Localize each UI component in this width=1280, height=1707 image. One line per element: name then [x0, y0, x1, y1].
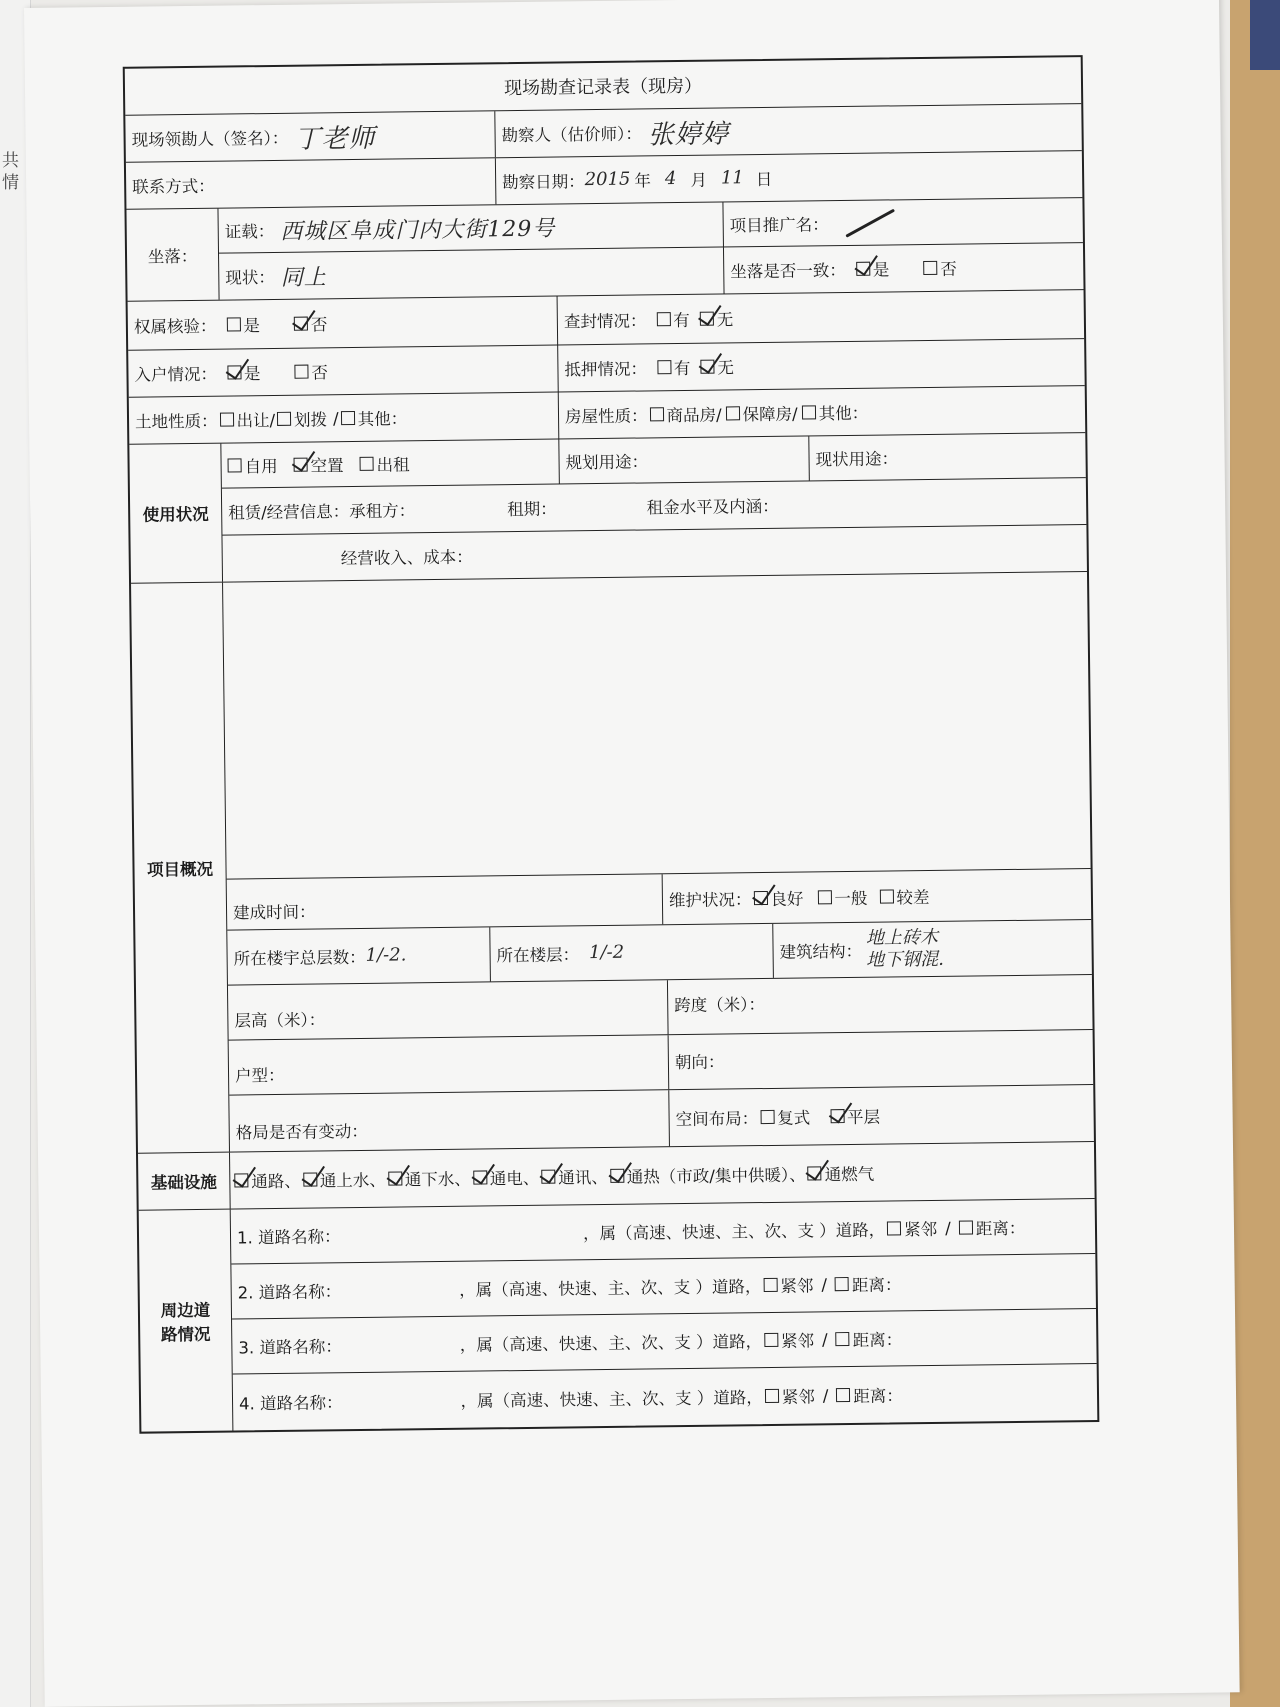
infra-cell: [230, 1142, 1095, 1209]
ownership-label: 权属核验：: [133, 316, 217, 337]
mortgage-have-label: 有: [673, 358, 691, 379]
usage-label: 使用状况: [129, 444, 223, 583]
location-inner: [218, 198, 1083, 300]
infra-power-label: 通电、: [489, 1168, 540, 1189]
survey-form-table: [123, 55, 1100, 1434]
entry-yes-label: 是: [243, 364, 261, 384]
cert-cell: [218, 202, 723, 252]
planned-use-cell: [559, 436, 810, 483]
floor-label: 所在楼层：: [496, 945, 580, 966]
infra-road-label: 通路、: [251, 1171, 301, 1192]
road-adjacent-label: 紧邻: [780, 1276, 814, 1296]
surveyor-label: 勘察人（估价师）：: [501, 124, 642, 146]
seal-have-checkbox[interactable]: [656, 312, 670, 326]
cert-label: 证载：: [224, 221, 275, 242]
land-allocate-checkbox[interactable]: [277, 412, 291, 426]
use-self-checkbox[interactable]: [228, 458, 242, 472]
orientation-cell: [669, 1030, 1094, 1089]
road-type-text: ，属（高速、快速、主、次、支 ）道路，: [459, 1277, 762, 1300]
maint-poor-checkbox[interactable]: [879, 889, 893, 903]
location-row: [126, 198, 1083, 302]
space-duplex-checkbox[interactable]: [760, 1110, 774, 1124]
current-use-cell: [809, 433, 1086, 480]
infra-gas-checkbox[interactable]: [808, 1166, 822, 1180]
road-cell: [231, 1254, 1096, 1319]
road-slash: /: [821, 1274, 828, 1294]
consistent-cell: [724, 243, 1084, 293]
status-label: 现状：: [225, 267, 275, 288]
maint-normal-checkbox[interactable]: [817, 890, 831, 904]
date-year: 2015: [584, 168, 631, 191]
road-adjacent-checkbox[interactable]: [765, 1389, 779, 1403]
space-label: 空间布局：: [675, 1109, 759, 1130]
surveyor-cell: [495, 104, 1082, 157]
roads-label: 周边道路情况: [139, 1210, 234, 1432]
ownership-no-label: 否: [310, 315, 328, 335]
status-value: 同上: [280, 264, 327, 291]
layout-change-cell: [229, 1090, 670, 1151]
road-adjacent-label: 紧邻: [780, 1331, 815, 1351]
unit-type-label: 户型：: [234, 1065, 285, 1086]
leader-label: 现场领勘人（签名）：: [131, 128, 289, 150]
land-allocate-label: 划拨: [294, 410, 328, 430]
consistent-no-label: 否: [940, 259, 957, 279]
rent-label: 租金水平及内涵：: [646, 496, 779, 518]
height-label: 层高（米）：: [234, 1010, 326, 1031]
space-duplex-label: 复式: [777, 1108, 811, 1128]
house-other-checkbox[interactable]: [802, 405, 816, 419]
status-cell: [219, 247, 725, 299]
project-name-cell: [723, 198, 1083, 246]
current-use-label: 现状用途：: [815, 449, 899, 470]
overview-row: [131, 572, 1094, 1154]
road-distance-checkbox[interactable]: [836, 1332, 850, 1346]
ownership-yes-checkbox[interactable]: [226, 317, 240, 331]
mortgage-none-label: 无: [717, 358, 735, 378]
infra-heat-checkbox[interactable]: [610, 1169, 624, 1183]
surveyor-signature: 张婷婷: [647, 118, 730, 150]
house-commercial-label: 商品房/: [666, 405, 722, 426]
road-row: [233, 1364, 1098, 1431]
land-other-label: 其他：: [357, 409, 408, 429]
usage-row: [129, 433, 1087, 584]
roads-row: [139, 1199, 1098, 1432]
land-slash: /: [332, 408, 339, 428]
use-vacant-label: 空置: [310, 456, 344, 476]
land-sale-checkbox[interactable]: [219, 412, 233, 426]
mortgage-none-checkbox[interactable]: [700, 360, 714, 374]
infra-heat-label: 通热（市政/集中供暖）、: [626, 1165, 806, 1187]
road-type-text: ，属（高速、快速、主、次、支 ）道路，: [460, 1388, 763, 1411]
infra-water-label: 通上水、: [319, 1170, 386, 1191]
total-floors-label: 所在楼宇总层数：: [233, 947, 366, 969]
road-distance-checkbox[interactable]: [959, 1221, 973, 1235]
road-cell: [233, 1364, 1098, 1431]
leader-signature: 丁老师: [294, 123, 376, 155]
maint-good-checkbox[interactable]: [753, 891, 767, 905]
contact-cell: [126, 158, 497, 209]
road-adjacent-checkbox[interactable]: [764, 1333, 778, 1347]
road-adjacent-label: 紧邻: [781, 1387, 815, 1407]
house-label: 房屋性质：: [564, 406, 648, 427]
contact-label: 联系方式：: [132, 176, 215, 197]
road-name-label: 1. 道路名称：: [236, 1227, 341, 1248]
house-affordable-checkbox[interactable]: [725, 406, 739, 420]
use-rent-checkbox[interactable]: [360, 457, 374, 471]
location-label: 坐落：: [126, 209, 219, 301]
usage-inner: [221, 433, 1087, 582]
lease-term-label: 租期：: [507, 499, 557, 520]
seal-none-checkbox[interactable]: [700, 312, 714, 326]
entry-yes-checkbox[interactable]: [227, 365, 241, 379]
maint-good-label: 良好: [770, 889, 804, 909]
infra-drain-label: 通下水、: [404, 1169, 471, 1190]
date-day-unit: 日: [755, 169, 773, 190]
land-sale-label: 出让/: [236, 410, 276, 431]
dash-mark: [845, 208, 895, 237]
leader-cell: [125, 111, 496, 162]
total-floors-cell: [227, 927, 491, 984]
floor-cell: [490, 924, 774, 981]
span-cell: [668, 975, 1093, 1034]
road-name-label: 2. 道路名称：: [237, 1282, 342, 1303]
road-type-text: ，属（高速、快速、主、次、支 ）道路，: [459, 1332, 763, 1355]
income-label: 经营收入、成本：: [340, 547, 473, 569]
infra-water-checkbox[interactable]: [303, 1173, 317, 1187]
use-vacant-checkbox[interactable]: [294, 458, 308, 472]
date-month: 4: [664, 168, 677, 190]
overview-label: 项目概况: [131, 583, 230, 1153]
overview-blank-area: [223, 572, 1091, 880]
seal-none-label: 无: [716, 310, 734, 330]
house-commercial-checkbox[interactable]: [649, 407, 663, 421]
use-self-label: 自用: [244, 456, 278, 477]
entry-cell: [128, 345, 559, 396]
date-month-unit: 月: [690, 170, 708, 190]
structure-cell: [773, 920, 1092, 978]
infra-gas-label: 通燃气: [824, 1164, 875, 1185]
mortgage-have-checkbox[interactable]: [657, 360, 671, 374]
orientation-label: 朝向：: [674, 1052, 725, 1073]
road-type-text: ，属（高速、快速、主、次、支 ）道路，: [582, 1220, 886, 1244]
house-affordable-label: 保障房/: [742, 404, 798, 425]
land-other-checkbox[interactable]: [341, 411, 355, 425]
ownership-yes-label: 是: [243, 316, 261, 336]
house-cell: [559, 386, 1086, 438]
blue-object: [1250, 0, 1280, 70]
edge-text: 共 情: [2, 151, 19, 193]
maint-poor-label: 较差: [896, 888, 930, 908]
maintenance-cell: [663, 869, 1092, 924]
road-distance-label: 距离：: [851, 1275, 902, 1295]
structure-label: 建筑结构：: [779, 941, 863, 962]
maint-normal-label: 一般: [834, 888, 868, 909]
seal-have-label: 有: [673, 310, 690, 331]
road-name-label: 4. 道路名称：: [238, 1393, 343, 1414]
project-name-label: 项目推广名：: [729, 215, 829, 236]
consistent-label: 坐落是否一致：: [730, 260, 846, 282]
maintenance-label: 维护状况：: [668, 890, 752, 911]
desk-background: [1230, 0, 1280, 1707]
road-distance-label: 距离：: [853, 1386, 903, 1406]
form-title: 现场勘查记录表（现房）: [503, 75, 703, 100]
layout-row: [229, 1085, 1094, 1152]
road-cell: [231, 1199, 1096, 1264]
road-distance-checkbox[interactable]: [835, 1277, 849, 1291]
date-year-unit: 年: [634, 171, 652, 191]
infra-telecom-checkbox[interactable]: [541, 1170, 555, 1184]
date-day: 11: [720, 167, 744, 189]
mortgage-label: 抵押情况：: [564, 359, 648, 380]
structure-values: [866, 927, 944, 972]
land-cell: [129, 392, 560, 443]
ownership-cell: [128, 297, 559, 350]
road-adjacent-label: 紧邻: [904, 1219, 938, 1240]
road-slash: /: [822, 1385, 829, 1405]
house-other-label: 其他：: [818, 403, 869, 424]
roads-inner: [231, 1199, 1098, 1431]
infra-label: 基础设施: [138, 1153, 231, 1210]
consistent-no-checkbox[interactable]: [923, 261, 937, 275]
space-flat-label: 平层: [847, 1107, 881, 1128]
layout-change-label: 格局是否有变动：: [235, 1121, 368, 1143]
floor-value: 1/-2: [588, 941, 625, 964]
built-cell: [227, 874, 664, 929]
road-slash: /: [821, 1329, 828, 1349]
unit-type-cell: [229, 1035, 670, 1094]
road-distance-checkbox[interactable]: [836, 1388, 850, 1402]
road-distance-label: 距离：: [852, 1330, 903, 1350]
planned-use-label: 规划用途：: [565, 452, 649, 473]
space-cell: [669, 1085, 1094, 1146]
space-flat-checkbox[interactable]: [830, 1109, 844, 1123]
road-adjacent-checkbox[interactable]: [763, 1278, 777, 1292]
mortgage-cell: [558, 339, 1085, 391]
seal-cell: [558, 290, 1085, 344]
road-cell: [232, 1309, 1097, 1374]
ownership-no-checkbox[interactable]: [294, 317, 308, 331]
road-name-label: 3. 道路名称：: [238, 1337, 342, 1358]
consistent-yes-checkbox[interactable]: [856, 262, 870, 276]
total-floors-value: 1/-2.: [365, 944, 407, 966]
structure-value-1: 地上砖木: [865, 926, 939, 949]
cert-value: 西城区阜成门内大街129号: [280, 216, 556, 245]
entry-label: 入户情况：: [134, 364, 218, 385]
land-label: 土地性质：: [134, 411, 218, 432]
height-cell: [228, 980, 669, 1039]
seal-label: 查封情况：: [563, 311, 647, 332]
infra-road-checkbox[interactable]: [234, 1173, 248, 1187]
span-label: 跨度（米）：: [674, 995, 766, 1016]
consistent-yes-label: 是: [872, 260, 890, 280]
infra-telecom-label: 通讯、: [558, 1167, 608, 1188]
paper-sheet: [24, 0, 1240, 1707]
built-label: 建成时间：: [232, 902, 316, 923]
date-cell: [496, 151, 1083, 204]
infra-power-checkbox[interactable]: [473, 1170, 487, 1184]
lease-label: 租赁/经营信息：承租方：: [228, 501, 416, 523]
use-rent-label: 出租: [376, 455, 410, 475]
overview-inner: [223, 572, 1094, 1152]
road-distance-label: 距离：: [975, 1218, 1026, 1239]
road-adjacent-checkbox[interactable]: [887, 1221, 901, 1235]
road-slash: /: [945, 1218, 951, 1238]
usage-options-cell: [221, 439, 560, 487]
structure-value-2: 地下钢混.: [866, 948, 945, 971]
entry-no-checkbox[interactable]: [294, 365, 308, 379]
date-label: 勘察日期：: [502, 172, 585, 193]
entry-no-label: 否: [311, 363, 329, 383]
infra-drain-checkbox[interactable]: [388, 1171, 402, 1185]
